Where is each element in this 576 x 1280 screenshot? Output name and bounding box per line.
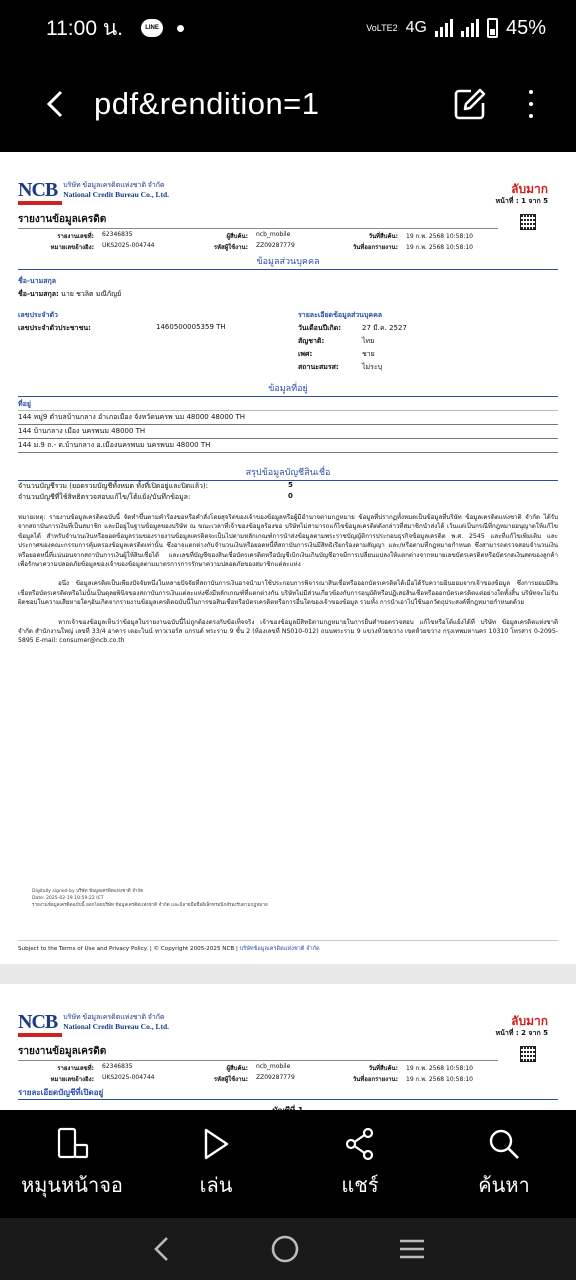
dob-label: วันเดือนปีเกิด: (298, 324, 342, 332)
status-time: 11:00 น. (46, 16, 124, 40)
back-button[interactable] (38, 87, 72, 121)
meta-value: UKS2025-004744 (102, 1074, 155, 1081)
signal-2-icon (461, 19, 479, 37)
pdf-viewer[interactable] (0, 152, 576, 1152)
sex-row (298, 349, 558, 360)
page-number: หน้าที่ : 1 จาก 5 (495, 197, 548, 205)
nationality-label: สัญชาติ: (298, 337, 325, 345)
summary-dispute-value: 0 (288, 492, 293, 500)
qr-code-icon (520, 214, 536, 230)
company-name-en: National Credit Bureau Co., Ltd. (63, 190, 170, 199)
report-title: รายงานข้อมูลเครดิต (18, 212, 498, 229)
meta-value: ncb_mobile (256, 1063, 291, 1070)
company-name-th: บริษัท ข้อมูลเครดิตแห่งชาติ จำกัด (63, 181, 165, 189)
meta-value: ZZ09287779 (256, 1074, 295, 1081)
meta-label: วันที่ออกรายงาน: (352, 1076, 398, 1083)
address-header: ที่อยู่ (18, 399, 558, 411)
sex-value: ชาย (362, 350, 375, 358)
address-row: 144 บ้านกลาง เมือง นครพนม 48000 TH (18, 425, 558, 439)
status-indicators (366, 17, 546, 40)
meta-label: รายงานเลขที่: (57, 233, 94, 240)
name-header: ชื่อ-นามสกุล (18, 277, 56, 285)
meta-label: รหัสผู้ใช้งาน: (213, 244, 248, 251)
page-number: หน้าที่ : 2 จาก 5 (495, 1029, 548, 1037)
address-row: 144 หมู่9 ตำบลบ้านกลาง อำเภอเมือง จังหวัดนครพ นม 48000 48000 TH (18, 411, 558, 425)
more-dot-icon (529, 114, 533, 118)
section-accounts: รายละเอียดบัญชีที่เปิดอยู่ (18, 1086, 558, 1100)
volte-icon: VoLTE2 (366, 22, 398, 33)
meta-value: ZZ09287779 (256, 242, 295, 249)
meta-label: รายงานเลขที่: (57, 1065, 94, 1072)
more-dot-icon (529, 102, 533, 106)
battery-percent: 45% (505, 16, 546, 39)
signal-icon (435, 19, 453, 37)
meta-value: 62346835 (102, 231, 133, 238)
share-button[interactable] (295, 1127, 425, 1201)
network-type: 4G (405, 19, 427, 36)
section-personal: ข้อมูลส่วนบุคคล (18, 254, 558, 270)
play-button[interactable] (151, 1127, 281, 1201)
bottom-toolbar (0, 1110, 576, 1218)
report-header (18, 1012, 558, 1042)
id-column (18, 310, 298, 373)
nav-back-icon[interactable] (149, 1234, 173, 1264)
summary-total-row (18, 481, 558, 492)
meta-value: 19 ก.พ. 2568 10:58:10 (406, 1076, 473, 1083)
section-summary: สรุปข้อมูลบัญชีสินเชื่อ (18, 465, 558, 481)
meta-value: 19 ก.พ. 2568 10:58:10 (406, 233, 473, 240)
digital-signature (32, 888, 268, 909)
meta-value: 19 ก.พ. 2568 10:58:10 (406, 1065, 473, 1072)
meta-label: ผู้สืบค้น: (226, 233, 248, 240)
detail-column (298, 310, 558, 373)
search-button[interactable] (439, 1127, 569, 1201)
meta-value: 19 ก.พ. 2568 10:58:10 (406, 244, 473, 251)
dob-value: 27 มี.ค. 2527 (362, 324, 407, 332)
signature-line: Digitally signed by บริษัท ข้อมูลเครดิตแห่งชาติ จำกัด (32, 889, 144, 894)
play-label: เล่น (199, 1173, 233, 1197)
qr-code-icon (520, 1046, 536, 1062)
back-arrow-icon (45, 89, 65, 119)
share-icon (343, 1127, 377, 1161)
signature-date: Date: 2025-02-19 10:59:22 ICT (32, 896, 104, 901)
share-label: แชร์ (341, 1173, 379, 1197)
company-names (63, 1012, 169, 1032)
ncb-logo: NCB (18, 1012, 57, 1032)
company-name-en: National Credit Bureau Co., Ltd. (63, 1022, 170, 1031)
report-title: รายงานข้อมูลเครดิต (18, 1044, 498, 1061)
meta-label: วันที่ออกรายงาน: (352, 244, 398, 251)
summary-total-value: 5 (288, 481, 293, 489)
id-header: เลขประจำตัว (18, 311, 58, 319)
meta-value: 62346835 (102, 1063, 133, 1070)
company-name-th: บริษัท ข้อมูลเครดิตแห่งชาติ จำกัด (63, 1013, 165, 1021)
summary-total-label: จำนวนบัญชีรวม (ยอดรวมบัญชีทั้งหมด ทั้งที่เปิดอยู่และปิดแล้ว): (18, 482, 209, 490)
pdf-page-1 (0, 152, 576, 964)
page-title: pdf&rendition=1 (94, 86, 320, 121)
confidential-label: ลับมาก (511, 182, 548, 196)
notification-dot-icon (177, 25, 184, 32)
meta-label: วันที่สืบค้น: (368, 1065, 398, 1072)
app-bar (0, 56, 576, 152)
meta-value: UKS2025-004744 (102, 242, 155, 249)
marital-label: สถานะสมรส: (298, 363, 339, 371)
nav-recents-icon[interactable] (397, 1234, 427, 1264)
company-names (63, 180, 169, 200)
report-header (18, 180, 558, 210)
meta-label: วันที่สืบค้น: (368, 233, 398, 240)
section-address: ข้อมูลที่อยู่ (18, 381, 558, 397)
report-meta (18, 231, 558, 252)
rotate-label: หมุนหน้าจอ (21, 1173, 123, 1197)
search-label: ค้นหา (478, 1173, 530, 1197)
play-icon (201, 1127, 231, 1161)
rotate-screen-icon (55, 1127, 89, 1161)
marital-value: ไม่ระบุ (362, 363, 383, 371)
footer-text: Subject to the Terms of Use and Privacy Policy. | © Copyright 2005-2025 NCB | (18, 946, 240, 952)
system-nav-bar (0, 1218, 576, 1280)
more-options-button[interactable] (526, 86, 536, 122)
summary-dispute-row (18, 492, 558, 503)
meta-label: หมายเลขอ้างอิง: (50, 1076, 94, 1083)
sex-label: เพศ: (298, 350, 313, 358)
footer-link[interactable]: บริษัทข้อมูลเครดิตแห่งชาติ จำกัด (239, 946, 320, 952)
id-value: 1460500005359 TH (156, 323, 226, 331)
more-dot-icon (529, 90, 533, 94)
edit-button[interactable] (452, 86, 488, 122)
id-row (18, 323, 298, 334)
nationality-row (298, 336, 558, 347)
confidential-label: ลับมาก (511, 1014, 548, 1028)
name-label: ชื่อ-นามสกุล: (18, 290, 59, 298)
contact-paragraph: หากเจ้าของข้อมูลเห็นว่าข้อมูลในรายงานฉบับนี้ไม่ถูกต้องตรงกับข้อเท็จจริง เจ้าของข้อมูลมีสิทธิตามกฎหมายในการยื่นคำขอตรวจสอบ แก้ไขหรือโต้แย้งได้ที่ บริษัท ข้อมูลเครดิตแห่งชาติ จำกัด สำนักงานใหญ่ เลขที่ 33/4 อาคาร เดอะไนน์ ทาวเวอร์ส แกรนด์ พระราม 9 ชั้น 2 (ห้องเลขที่ NS010-012) ถนนพระราม 9 แขวงห้วยขวาง เขตห้วยขวาง กรุงเทพมหานคร 10310 โทรสาร 0-2095-5895 E-mail: consumer@ncb.co.th (18, 618, 558, 645)
status-bar (0, 0, 576, 56)
meta-value: ncb_mobile (256, 231, 291, 238)
nationality-value: ไทย (362, 337, 375, 345)
edit-icon (453, 87, 487, 121)
signature-note: รายงานข้อมูลเครดิตฉบับนี้ ออกโดยบริษัท ข้อมูลเครดิตแห่งชาติ จำกัด และมีลายมือชื่ออิเล็กทรอนิกส์รองรับตามกฎหมาย (32, 903, 268, 908)
address-row: 144 ม.9 ถ.- ต.บ้านกลาง อ.เมืองนครพนม นครพนม 48000 TH (18, 439, 558, 453)
personal-details (18, 310, 558, 373)
page-footer (18, 940, 558, 953)
ncb-logo: NCB (18, 180, 57, 200)
detail-header: รายละเอียดข้อมูลส่วนบุคคล (298, 311, 383, 319)
note-paragraph: หมายเหตุ: รายงานข้อมูลเครดิตฉบับนี้ จัดทำขึ้นตามคำร้องขอหรือคำสั่งโดยสุจริตของเจ้าของข้อมูลหรือผู้มีอำนาจตามกฎหมาย ข้อมูลที่ปรากฏทั้งหมดเป็นข้อมูลที่บริษัท ข้อมูลเครดิตแห่งชาติ จำกัด ได้รับจากสถาบันการเงินที่เป็นสมาชิก และมีอยู่ในฐานข้อมูลของบริษัท ณ ขณะเวลาที่เจ้าของข้อมูลร้องขอ บริษัทไม่สามารถแก้ไขข้อมูลเครดิตดังกล่าวที่สมาชิกนำส่งได้ เว้นแต่เป็นกรณีที่กฎหมายอนุญาตให้แก้ไขข้อมูลได้ สำหรับจำนวนเงินหรือยอดข้อมูลรวมของรายงานข้อมูลเครดิตจะเป็นไปตามหลักเกณฑ์การนำส่งข้อมูลตามพระราชบัญญัติการประกอบธุรกิจข้อมูลเครดิต พ.ศ. 2545 และที่แก้ไขเพิ่มเติม และประกาศของคณะกรรมการคุ้มครองข้อมูลเครดิตเท่านั้น ซึ่งอาจแตกต่างกับจำนวนเงินหรือยอดหนี้ที่สถาบันการเงินมีสิทธิเรียกร้องตามสัญญา และ/หรือตามที่กฎหมายกำหนด ซึ่งสามารถตรวจสอบจำนวนเงินหรือยอดหนี้ที่แน่นอนจากสถาบันการเงินผู้ให้สินเชื่อได้ และเลขที่บัญชีของสินเชื่อบัตรเครดิตหรือบัญชีเบิกเงินเกินบัญชีอาจมีการเปลี่ยนแปลงให้แตกต่างจากหมายเลขบัตรเครดิตหรือบัตรกดเงินสดของลูกค้า เพื่อรักษาความปลอดภัยข้อมูลของเจ้าของข้อมูลตามมาตรการการรักษาความปลอดภัยของสมาชิกแต่ละแห่ง (18, 514, 558, 569)
name-value: นาย ชวลิต มณีกัญย์ (61, 290, 122, 298)
nav-home-icon[interactable] (270, 1234, 300, 1264)
dob-row (298, 323, 558, 334)
summary-dispute-label: จำนวนบัญชีที่ใช้สิทธิตรวจสอบแก้ไข/โต้แย้ง/บันทึกข้อมูล: (18, 493, 191, 501)
line-app-icon: LINE (141, 19, 163, 37)
battery-icon (487, 18, 498, 38)
rotate-button[interactable] (7, 1127, 137, 1201)
meta-label: หมายเลขอ้างอิง: (50, 244, 94, 251)
search-icon (487, 1127, 521, 1161)
marital-row (298, 362, 558, 373)
meta-label: ผู้สืบค้น: (226, 1065, 248, 1072)
meta-label: รหัสผู้ใช้งาน: (213, 1076, 248, 1083)
disclaimer-paragraph: อนึ่ง ข้อมูลเครดิตเป็นเพียงปัจจัยหนึ่งในหลายปัจจัยที่สถาบันการเงินอาจนำมาใช้ประกอบการพิจารณาสินเชื่อหรือออกบัตรเครดิตได้เมื่อได้รับความยินยอมจากเจ้าของข้อมูล ซึ่งการยอมมีสินเชื่อหรือบัตรเครดิตหรือไม่นั้นเป็นดุลยพินิจของสถาบันการเงินแต่ละแห่งซึ่งมีหลักเกณฑ์ที่แตกต่างกัน บริษัทไม่มีส่วนเกี่ยวข้องกับการอนุมัติหรือปฏิเสธสินเชื่อหรือออกบัตรเครดิตแต่อย่างใดทั้งสิ้น บริษัทจะไม่รับผิดชอบในความเสียหายใดๆอันเกิดจากรายงานข้อมูลเครดิตฉบับนี้ในการขอสินเชื่อหรือบัตรเครดิตหรือการอื่นใดของเจ้าของข้อมูล รวมทั้ง การนำเอาไปใช้นอกวัตถุประสงค์ที่กฎหมายกำหนดด้วย (18, 580, 558, 607)
id-label: เลขประจำตัวประชาชน: (18, 324, 91, 332)
report-meta (18, 1063, 558, 1084)
name-row (18, 289, 558, 300)
